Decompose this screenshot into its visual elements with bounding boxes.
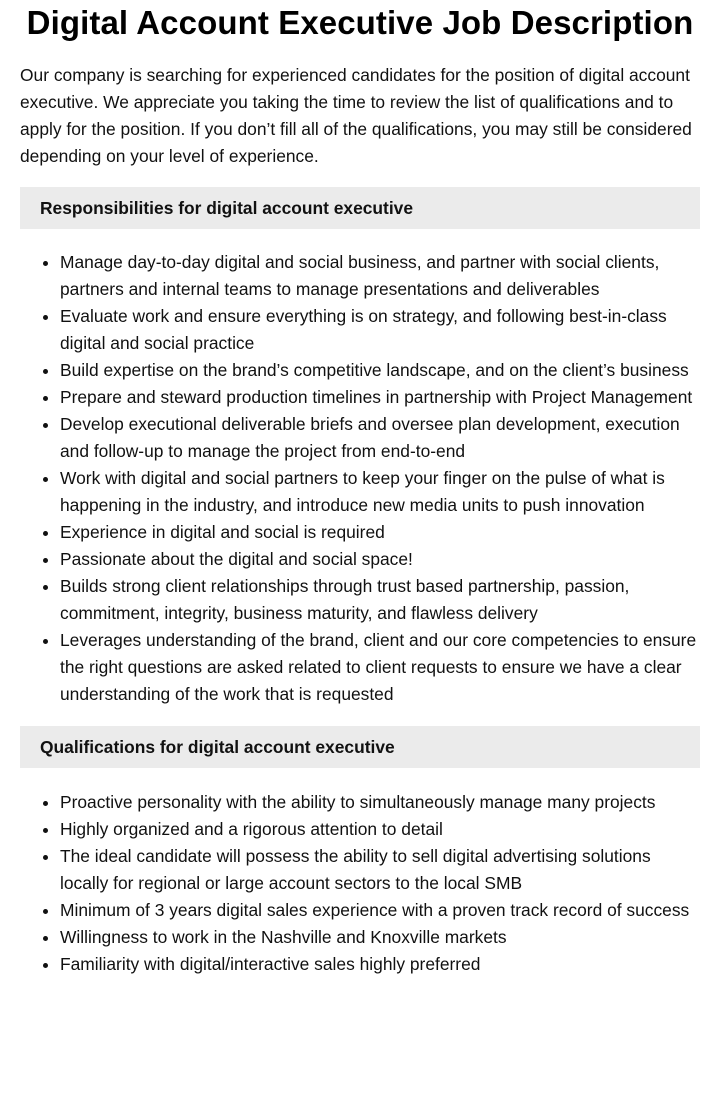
responsibilities-list [20,249,700,708]
list-item: • Experience in digital and social is required [60,519,700,546]
qualifications-heading: Qualifications for digital account executive [40,736,395,757]
list-item: • Willingness to work in the Nashville and Knoxville markets [60,924,700,951]
responsibilities-header [20,187,700,229]
list-item: • The ideal candidate will possess the ability to sell digital advertising solutions locally for regional or large account sectors to the local SMB [60,843,700,897]
page-title: Digital Account Executive Job Description [26,4,694,41]
list-item: • Develop executional deliverable briefs and oversee plan development, execution and follow-up to manage the project from end-to-end [60,411,700,465]
list-item: • Builds strong client relationships through trust based partnership, passion, commitment, integrity, business maturity, and flawless delivery [60,573,700,627]
list-item: • Build expertise on the brand’s competitive landscape, and on the client’s business [60,357,700,384]
responsibilities-heading: Responsibilities for digital account executive [40,197,414,218]
list-item: • Leverages understanding of the brand, client and our core competencies to ensure the right questions are asked related to client requests to ensure we have a clear understanding of the work that is requested [60,627,700,708]
list-item: • Prepare and steward production timelines in partnership with Project Management [60,384,700,411]
qualifications-list [20,789,700,978]
intro-paragraph: Our company is searching for experienced candidates for the position of digital account executive. We appreciate you taking the time to review the list of qualifications and to apply for the position. If you don’t fill all of the qualifications, you may still be considered depending on your level of experience. [20,65,692,166]
list-item: • Evaluate work and ensure everything is on strategy, and following best-in-class digital and social practice [60,303,700,357]
list-item: • Proactive personality with the ability to simultaneously manage many projects [60,789,700,816]
list-item: • Familiarity with digital/interactive sales highly preferred [60,951,700,978]
qualifications-header [20,726,700,768]
list-item: • Manage day-to-day digital and social business, and partner with social clients, partners and internal teams to manage presentations and deliverables [60,249,700,303]
list-item: • Minimum of 3 years digital sales experience with a proven track record of success [60,897,700,924]
list-item: • Work with digital and social partners to keep your finger on the pulse of what is happening in the industry, and introduce new media units to push innovation [60,465,700,519]
list-item: • Passionate about the digital and social space! [60,546,700,573]
list-item: • Highly organized and a rigorous attention to detail [60,816,700,843]
